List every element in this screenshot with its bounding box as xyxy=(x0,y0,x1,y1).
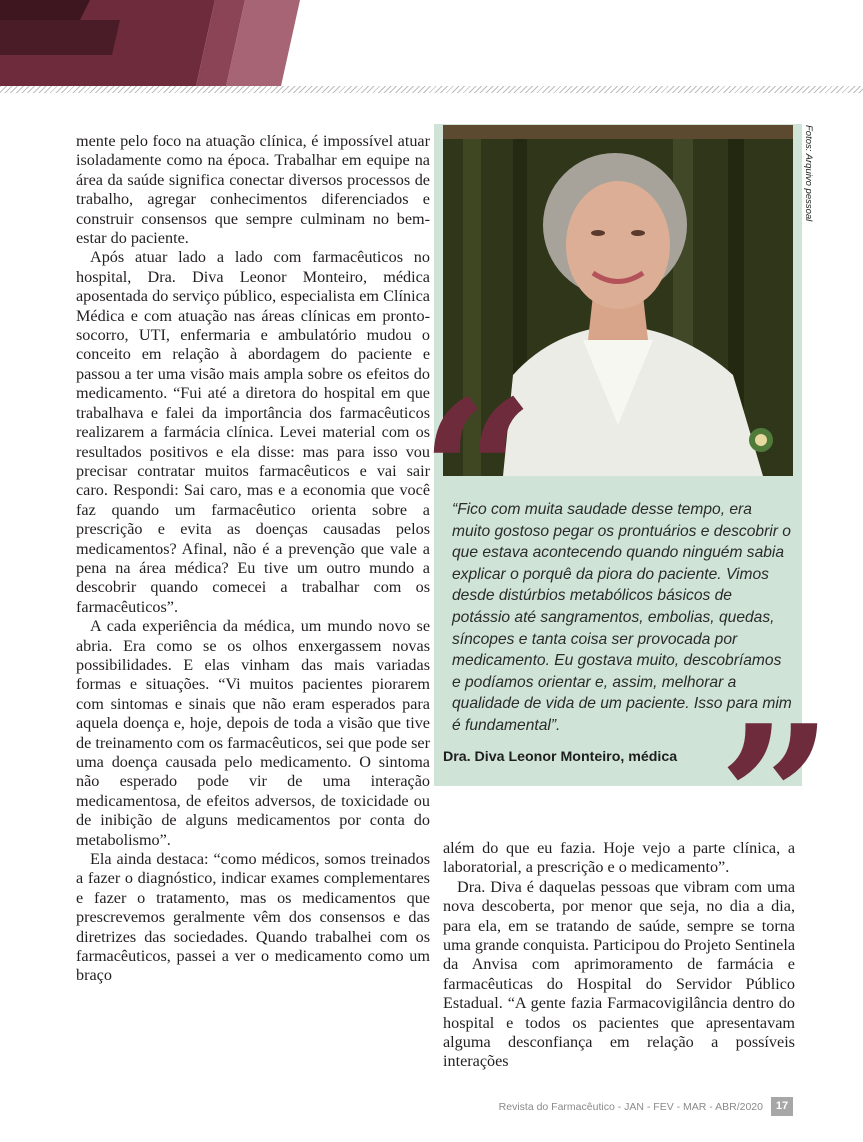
paragraph: mente pelo foco na atuação clínica, é impossível atuar isoladamente como na época. Trabalhar em equipe na área da saúde significa conectar diversos processos de trabalho, agregar conhecimentos diferenciados e construir consensos que sempre culminam no bem-estar do paciente. xyxy=(76,132,430,248)
footer-publication: Revista do Farmacêutico - JAN - FEV - MAR - ABR/2020 xyxy=(498,1101,763,1113)
paragraph: Ela ainda destaca: “como médicos, somos treinados a fazer o diagnóstico, indicar exames complementares e fazer o tratamento, mas os medicamentos que prescrevemos geralmente vêm dos consensos e das diretrizes das sociedades. Quando trabalhei com os farmacêuticos, passei a ver o medicamento como um braço xyxy=(76,850,430,985)
open-quote-mark: “ xyxy=(420,357,536,592)
header-stripe xyxy=(0,86,863,93)
pull-quote-author: Dra. Diva Leonor Monteiro, médica xyxy=(443,749,678,765)
banner-shapes xyxy=(0,0,863,92)
page-number: 17 xyxy=(771,1097,793,1116)
header-banner xyxy=(0,0,863,92)
paragraph: Dra. Diva é daquelas pessoas que vibram com uma nova descoberta, por menor que seja, no dia a dia, para ela, em se tratando de saúde, sempre se torna uma grande conquista. Participou do Projeto Sentinela da Anvisa com aprimoramento de farmácia e farmacêuticas do Hospital do Servidor Público Estadual. “A gente fazia Farmacovigilância dentro do hospital e todos os pacientes que apresentavam alguma desconfiança em relação a possíveis interações xyxy=(443,877,795,1071)
photo-credit: Fotos: Arquivo pessoal xyxy=(803,125,814,222)
paragraph: A cada experiência da médica, um mundo novo se abria. Era como se os olhos enxergassem novas possibilidades. E elas vinham das mais variadas formas e situações. “Vi muitos pacientes piorarem com sintomas e sinais que não eram esperados para aquela doença e, hoje, depois de toda a visão que tive de treinamento com os farmacêuticos, sei que pode ser uma doença causada pelo medicamento. O sintoma não esperado pode vir de uma interação medicamentosa, de efeitos adversos, de toxicidade ou de inibição de alguns medicamentos por conta do metabolismo”. xyxy=(76,617,430,849)
paragraph: Após atuar lado a lado com farmacêuticos no hospital, Dra. Diva Leonor Monteiro, médica aposentada do serviço público, especialista em Clínica Médica e com atuação nas áreas clínicas em pronto-socorro, UTI, enfermaria e ambulatório mudou o conceito em relação à abordagem do paciente e passou a ter uma visão mais ampla sobre os efeitos do medicamento. “Fui até a diretora do hospital em que trabalhava e falei da importância dos farmacêuticos realizarem a farmácia clínica. Levei material com os resultados positivos e ela disse: mas para isso vou precisar contratar muitos farmacêuticos e vai sair caro. Respondi: Sai caro, mas e a economia que você faz quando um farmacêutico orienta sobre a prescrição e evita as doenças causadas pelos medicamentos? Afinal, não é a prevenção que vale a pena na área médica? Eu tive um outro mundo a descobrir quando comecei a trabalhar com os farmacêuticos”. xyxy=(76,248,430,616)
article-column-left xyxy=(76,132,430,986)
paragraph: além do que eu fazia. Hoje vejo a parte clínica, a laboratorial, a prescrição e o medicamento”. xyxy=(443,839,795,877)
article-column-right xyxy=(443,839,795,1072)
pull-quote-text: “Fico com muita saudade desse tempo, era muito gostoso pegar os prontuários e descobrir o que estava acontecendo quando ninguém sabia explicar o porquê da piora do paciente. Vimos desde distúrbios metabólicos básicos de potássio até sangramentos, embolias, quedas, síncopes e tanta coisa ser provocada por medicamento. Eu gostava muito, descobríamos e podíamos orientar e, assim, melhorar a qualidade de vida de um paciente. Isso para mim é fundamental”. xyxy=(452,501,792,734)
close-quote-mark: ” xyxy=(718,682,834,917)
